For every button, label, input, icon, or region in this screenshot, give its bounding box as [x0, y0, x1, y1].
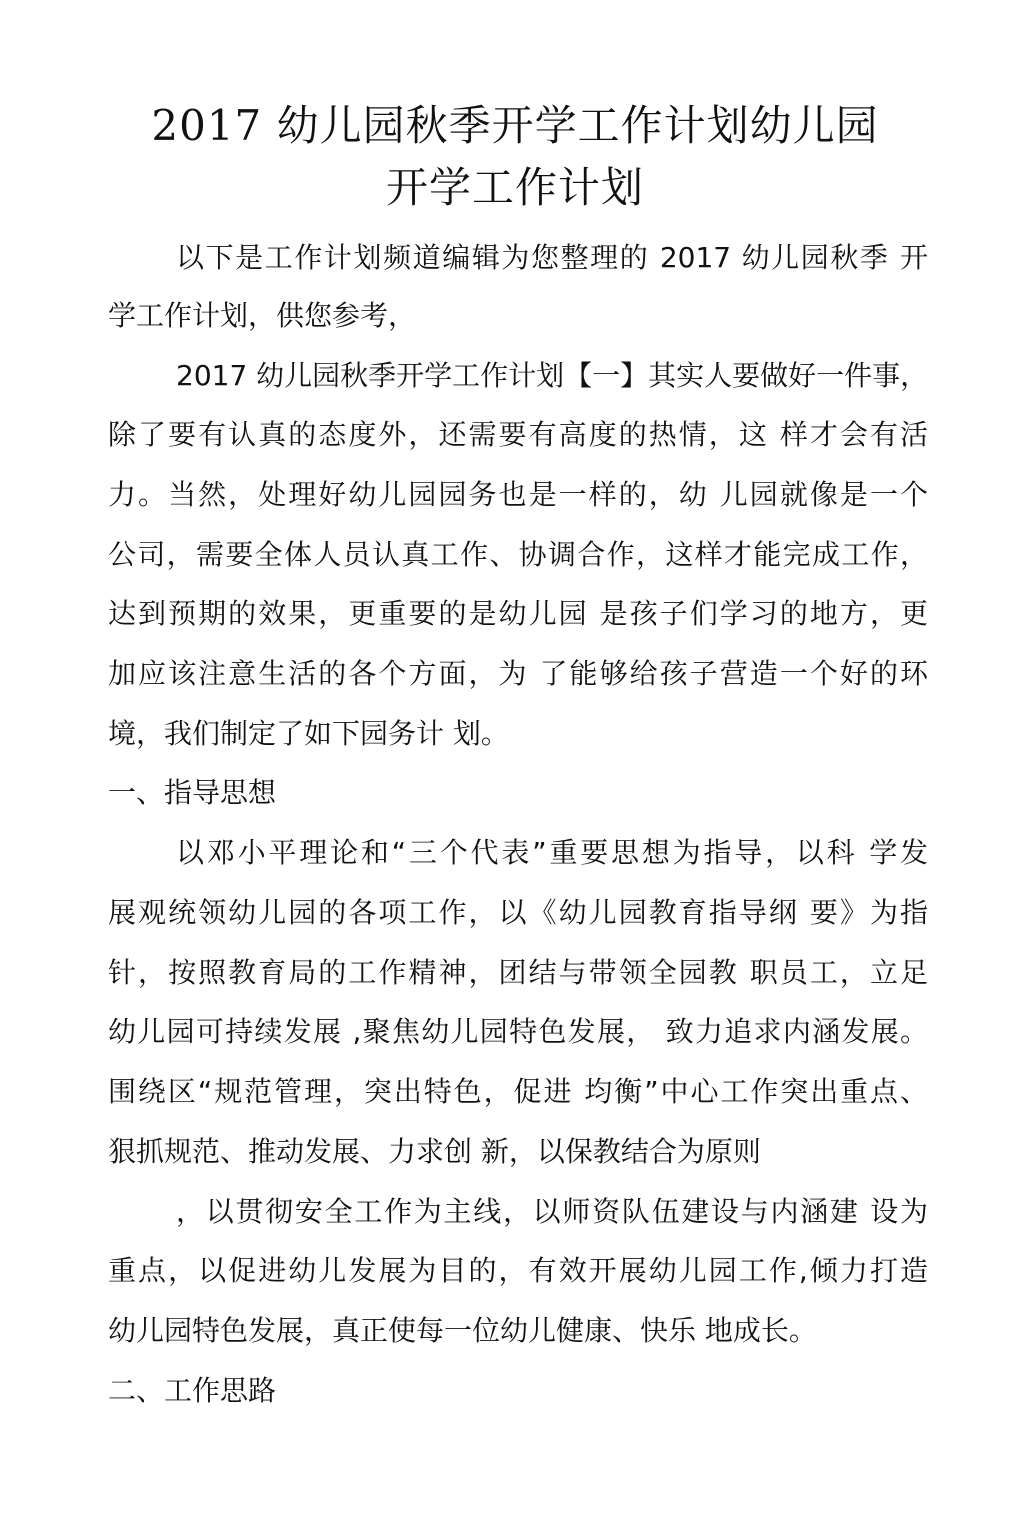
paragraph-line: 展观统领幼儿园的各项工作，以《幼儿园教育指导纲 要》为指: [108, 896, 928, 929]
paragraph-line: 幼儿园可持续发展 ,聚焦幼儿园特色发展， 致力追求内涵发展。: [108, 1015, 928, 1048]
paragraph-line: 公司，需要全体人员认真工作、协调合作，这样才能完成工作，: [108, 538, 928, 571]
paragraph-line: 以下是工作计划频道编辑为您整理的 2017 幼儿园秋季 开: [176, 241, 928, 274]
paragraph-line: 力。当然，处理好幼儿园园务也是一样的，幼 儿园就像是一个: [108, 478, 928, 511]
paragraph-line: 围绕区“规范管理，突出特色，促进 均衡”中心工作突出重点、: [108, 1075, 928, 1108]
paragraph-line: ，以贯彻安全工作为主线，以师资队伍建设与内涵建 设为: [176, 1195, 928, 1228]
paragraph-line: 2017 幼儿园秋季开学工作计划【一】其实人要做好一件事，: [176, 359, 929, 392]
paragraph-line: 重点，以促进幼儿发展为目的，有效开展幼儿园工作,倾力打造: [108, 1254, 928, 1287]
section-heading-2: 二、工作思路: [108, 1374, 277, 1407]
paragraph-line: 针，按照教育局的工作精神，团结与带领全园教 职员工，立足: [108, 956, 928, 989]
paragraph-line: 以邓小平理论和“三个代表”重要思想为指导，以科 学发: [176, 836, 928, 869]
paragraph-line: 达到预期的效果，更重要的是幼儿园 是孩子们学习的地方，更: [108, 597, 928, 630]
paragraph-line: 学工作计划，供您参考，: [108, 299, 417, 332]
document-title-line-2: 开学工作计划: [385, 163, 644, 212]
paragraph-line: 境，我们制定了如下园务计 划。: [108, 717, 509, 750]
paragraph-line: 加应该注意生活的各个方面，为 了能够给孩子营造一个好的环: [108, 657, 928, 690]
paragraph-line: 狠抓规范、推动发展、力求创 新，以保教结合为原则: [108, 1135, 761, 1168]
paragraph-line: 幼儿园特色发展，真正使每一位幼儿健康、快乐 地成长。: [108, 1314, 817, 1347]
section-heading-1: 一、指导思想: [108, 776, 277, 809]
paragraph-line: 除了要有认真的态度外，还需要有高度的热情，这 样才会有活: [108, 418, 928, 451]
document-title-line-1: 2017 幼儿园秋季开学工作计划幼儿园: [151, 101, 879, 150]
